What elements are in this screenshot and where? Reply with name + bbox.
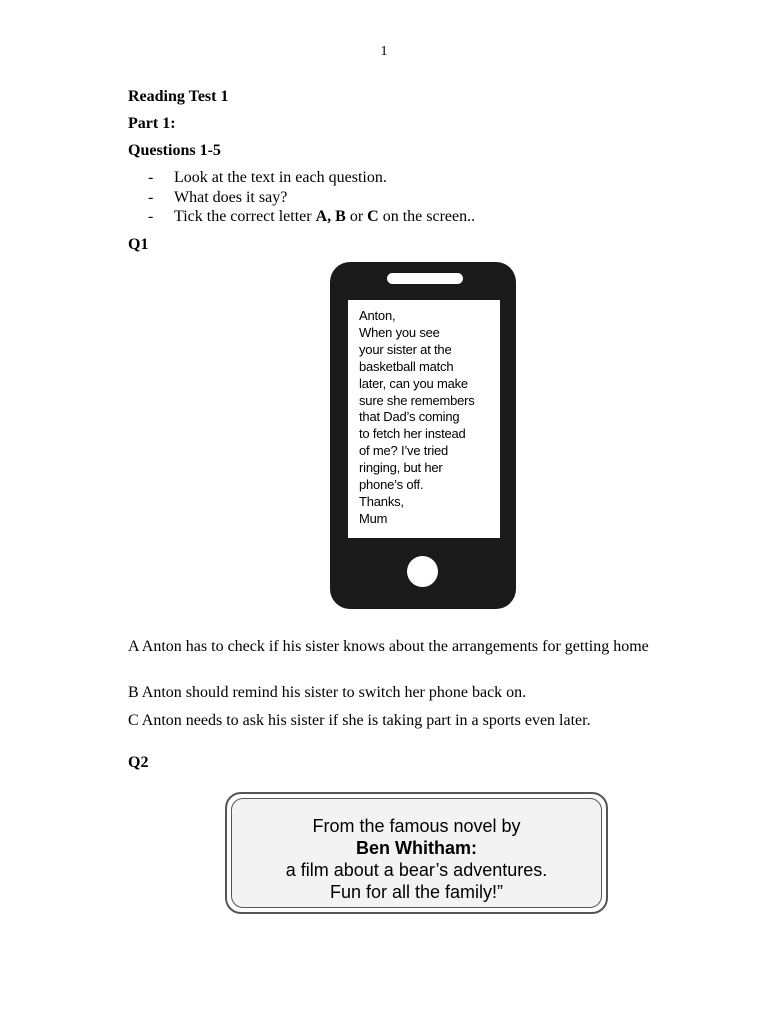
- q1-label: Q1: [128, 236, 149, 253]
- instruction-dash: -: [148, 208, 154, 225]
- film-poster-notice: [225, 792, 608, 914]
- instruction-text: What does it say?: [174, 188, 288, 206]
- q1-option-a[interactable]: A Anton has to check if his sister knows about the arrangements for getting home: [128, 638, 649, 655]
- message-line: When you see: [359, 324, 440, 340]
- message-line: later, can you make: [359, 375, 468, 391]
- message-line: to fetch her instead: [359, 426, 466, 442]
- message-line: phone’s off.: [359, 477, 424, 493]
- message-line: Mum: [359, 510, 388, 526]
- poster-inner-frame: [231, 798, 602, 908]
- poster-line-2: Ben Whitham:: [356, 838, 477, 858]
- phone-screen: [348, 300, 500, 538]
- poster-line-1: From the famous novel by: [312, 816, 521, 836]
- poster-line-3: a film about a bear’s adventures.: [285, 860, 548, 880]
- instruction-bold-text: C: [367, 208, 379, 225]
- message-line: Thanks,: [359, 493, 404, 509]
- message-line: ringing, but her: [359, 460, 443, 476]
- q1-option-c[interactable]: C Anton needs to ask his sister if she is taking part in a sports even later.: [128, 712, 591, 729]
- questions-heading: Questions 1-5: [128, 142, 221, 159]
- q2-label: Q2: [128, 754, 149, 771]
- phone-illustration: [330, 262, 516, 609]
- instruction-text: on the screen..: [378, 208, 476, 225]
- instruction-bold-text: A, B: [315, 208, 346, 225]
- instruction-item: [148, 188, 475, 208]
- instruction-text: or: [345, 208, 368, 225]
- instructions-list: [148, 168, 475, 227]
- instruction-text: Look at the text in each question.: [174, 169, 387, 186]
- message-line: that Dad’s coming: [359, 409, 460, 425]
- message-line: of me? I’ve tried: [359, 443, 449, 459]
- instruction-dash: -: [148, 188, 154, 206]
- page-number: 1: [380, 44, 388, 59]
- instruction-item: [148, 207, 475, 227]
- poster-line-4: Fun for all the family!”: [329, 882, 504, 902]
- instruction-text: Tick the correct letter: [174, 208, 316, 225]
- message-line: basketball match: [359, 358, 454, 374]
- poster-text: [232, 815, 601, 903]
- part-heading: Part 1:: [128, 115, 176, 132]
- q1-option-b[interactable]: B Anton should remind his sister to switch her phone back on.: [128, 684, 527, 701]
- instruction-dash: -: [148, 169, 154, 186]
- message-line: Anton,: [359, 308, 396, 323]
- message-line: sure she remembers: [359, 392, 475, 408]
- phone-home-button: [407, 556, 438, 587]
- phone-speaker: [387, 273, 463, 284]
- message-line: your sister at the: [359, 341, 452, 357]
- test-title: Reading Test 1: [128, 88, 229, 105]
- instruction-item: [148, 168, 475, 188]
